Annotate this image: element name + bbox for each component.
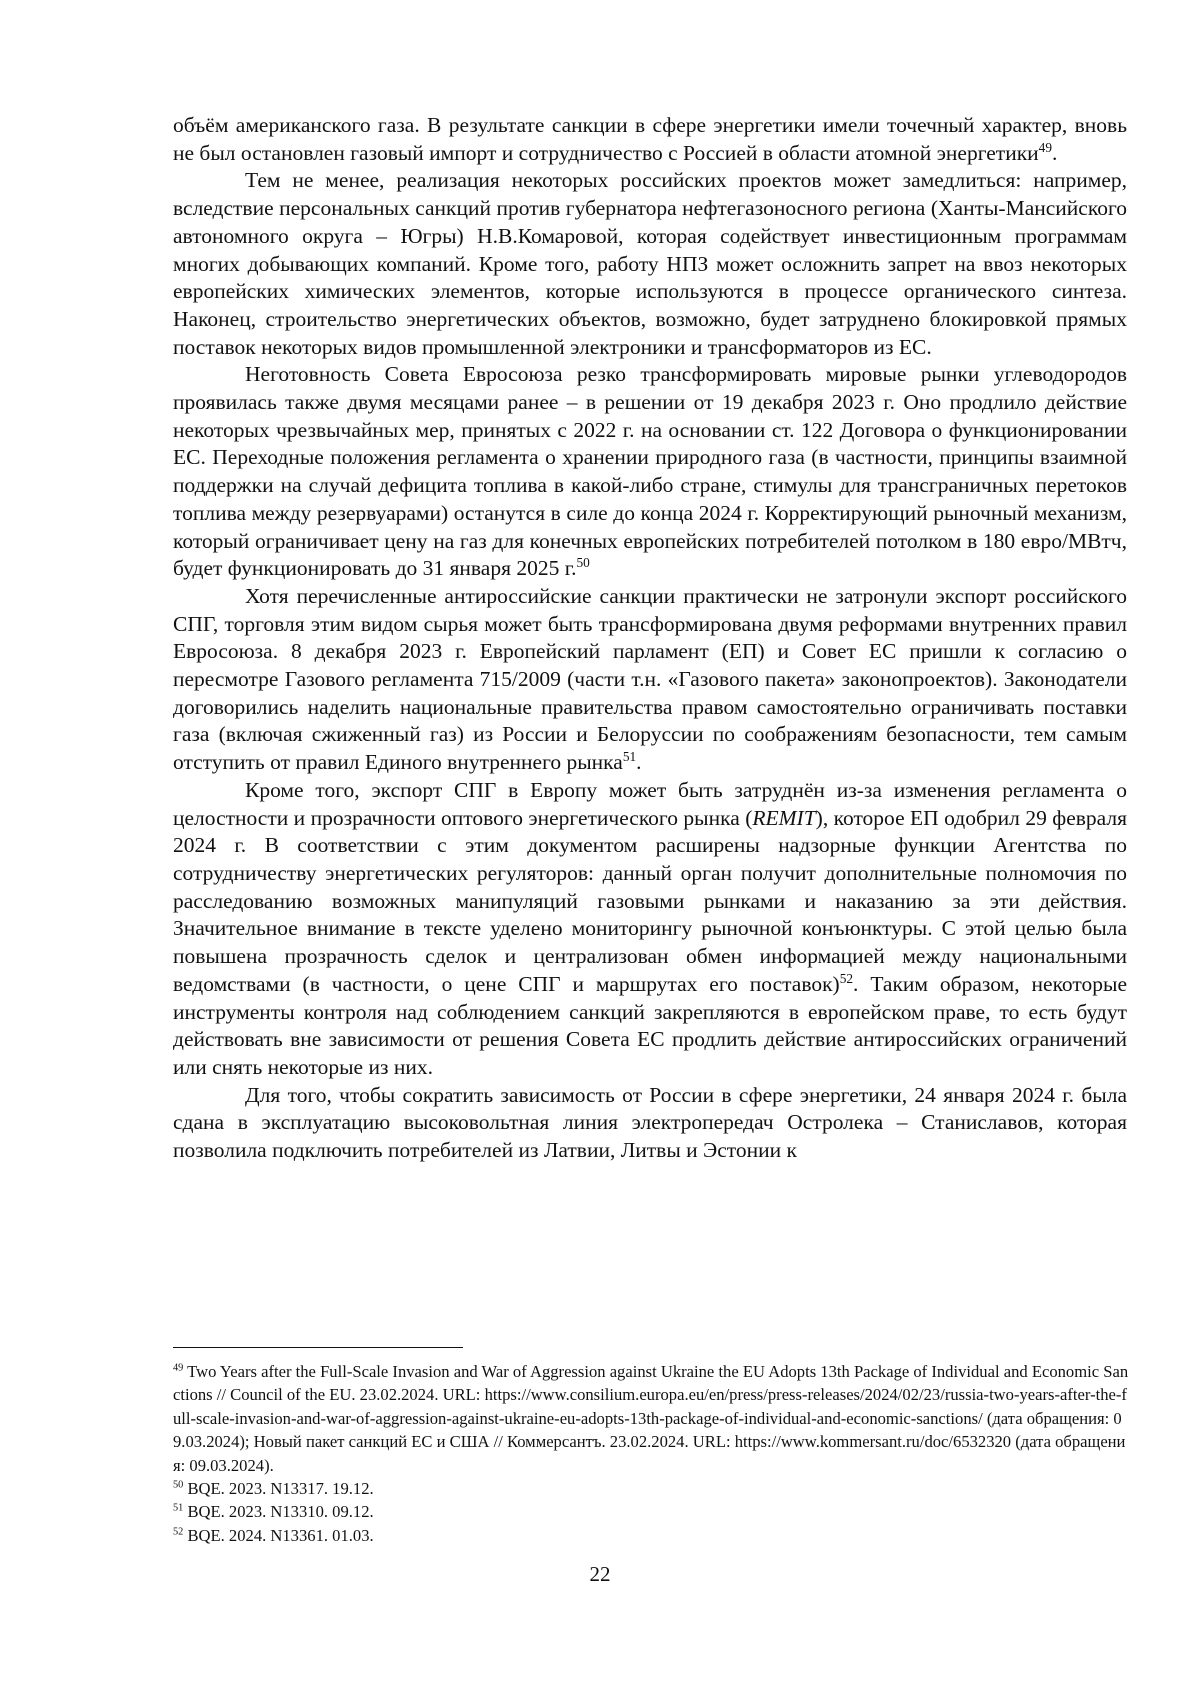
paragraph-2 [173,167,1127,361]
footnote-ref-49[interactable]: 49 [1038,139,1052,155]
footnote-number: 50 [173,1479,184,1491]
footnote-49: $^{49}$ Two Years after the Full-Scale Invasion and War of Aggression against Ukraine the EU Adopts 13th Package of Individual and Economic Sanctions // Council of the EU. 23.02.2024. URL: https://www.consilium.europa.eu/en/press/press-releases/2024/02/23/russia-two-years-after-the-full-scale-invasion-and-war-of-aggression-against-ukraine-eu-adopts-13th-package-of-individual-and-economic-sanctions/ (дата обращения: 09.03.2024); Новый пакет санкций ЕС и США // Коммерсантъ. 23.02.2024. URL: https://www.kommersant.ru/doc/6532320 (дата обращения: 09.03.2024). [173,1362,1129,1475]
footnote-link[interactable]: https://www.kommersant.ru/doc/6532320 [734,1432,1012,1452]
footnotes [173,1360,1133,1547]
footnote-ref-52[interactable]: 52 [839,970,854,986]
paragraph-5: Кроме того, экспорт СПГ в Европу может быть затруднён из-за изменения регламента о целостности и прозрачности оптового энергетического рынка (REMIT), которое ЕП одобрил 29 февраля 2024 г. В соответствии с этим документом расширены надзорные функции Агентства по сотрудничеству энергетических регуляторов: данный орган получит дополнительные полномочия по расследованию возможных манипуляций газовыми рынками и наказанию за эти действия. Значительное внимание в тексте уделено мониторингу рыночной конъюнктуры. С этой целью была повышена прозрачность сделок и централизован обмен информацией между национальными ведомствами (в частности, о цене СПГ и маршрутах его поставок)$^{52}$. Таким образом, некоторые инструменты контроля над соблюдением санкций закрепляются в европейском праве, то есть будут действовать вне зависимости от решения Совета ЕС продлить действие антироссийских ограничений или снять некоторые из них. [173,777,1127,1079]
page-number: 22 [589,1562,611,1586]
paragraph-6 [173,1082,1127,1165]
footnote-number: 49 [173,1362,184,1374]
remit-term: REMIT [752,805,816,830]
footnote-50: $^{50}$ BQE. 2023. N13317. 19.12. [173,1479,374,1499]
paragraph-text: Хотя перечисленные антироссийские санкции практически не затронули экспорт российского СПГ, торговля этим видом сырья может быть трансформирована двумя реформами внутренних правил Евросоюза. 8 декабря 2023 г. Европейский парламент (ЕП) и Совет ЕС пришли к согласию о пересмотре Газового регламента 715/2009 (части т.н. «Газового пакета» законопроектов). Законодатели договорились наделить национальные правительства правом самостоятельно ограничивать поставки газа (включая сжиженный газ) из России и Белоруссии по соображениям безопасности, тем самым отступить от правил Единого внутреннего рынка [173,583,1127,775]
footnote-52: $^{52}$ BQE. 2024. N13361. 01.03. [173,1525,374,1545]
footnote-ref-50[interactable]: 50 [576,555,590,571]
paragraph-text: Тем не менее, реализация некоторых российских проектов может замедлиться: например, вследствие персональных санкций против губернатора нефтегазоносного региона (Ханты-Мансийского автономного округа – Югры) Н.В.Комаровой, которая содействует инвестиционным программам многих добывающих компаний. Кроме того, работу НПЗ может осложнить запрет на ввоз некоторых европейских химических элементов, которые используются в процессе органического синтеза. Наконец, строительство энергетических объектов, возможно, будет затруднено блокировкой прямых поставок некоторых видов промышленной электроники и трансформаторов из ЕС. [173,168,1127,359]
main-text [173,112,1127,1165]
footnote-divider [173,1347,463,1348]
footnote-51: $^{51}$ BQE. 2023. N13310. 09.12. [173,1502,374,1522]
paragraph-text: Для того, чтобы сократить зависимость от России в сфере энергетики, 24 января 2024 г. была сдана в эксплуатацию высоковольтная линия электропередач Остролека – Станиславов, которая позволила подключить потребителей из Латвии, Литвы и Эстонии к [173,1082,1127,1163]
paragraph-text: Неготовность Совета Евросоюза резко трансформировать мировые рынки углеводородов проявилась также двумя месяцами ранее – в решении от 19 декабря 2023 г. Оно продлило действие некоторых чрезвычайных мер, принятых с 2022 г. на основании ст. 122 Договора о функционировании ЕС. Переходные положения регламента о хранении природного газа (в частности, принципы взаимной поддержки на случай дефицита топлива в какой-либо стране, стимулы для трансграничных перетоков топлива между резервуарами) останутся в силе до конца 2024 г. Корректирующий рыночный механизм, который ограничивает цену на газ для конечных европейских потребителей потолком в 180 евро/МВтч, будет функционировать до 31 января 2025 г. [173,362,1127,581]
footnote-number: 51 [173,1502,184,1514]
paragraph-text: Кроме того, экспорт СПГ в Европу может быть затруднён из-за изменения регламента о целостности и прозрачности оптового энергетического рынка ( [173,777,1127,830]
paragraph-3 [173,361,1127,583]
paragraph-4: Хотя перечисленные антироссийские санкции практически не затронули экспорт российского СПГ, торговля этим видом сырья может быть трансформирована двумя реформами внутренних правил Евросоюза. 8 декабря 2023 г. Европейский парламент (ЕП) и Совет ЕС пришли к согласию о пересмотре Газового регламента 715/2009 (части т.н. «Газового пакета» законопроектов). Законодатели договорились наделить национальные правительства правом самостоятельно ограничивать поставки газа (включая сжиженный газ) из России и Белоруссии по соображениям безопасности, тем самым отступить от правил Единого внутреннего рынка$^{51}$. [173,583,1127,775]
footnote-ref-51[interactable]: 51 [622,749,637,765]
footnote-number: 52 [173,1526,184,1538]
paragraph-text: объём американского газа. В результате санкции в сфере энергетики имели точечный характер, вновь не был остановлен газовый импорт и сотрудничество с Россией в области атомной энергетики [173,113,1127,165]
paragraph-1: объём американского газа. В результате санкции в сфере энергетики имели точечный характер, вновь не был остановлен газовый импорт и сотрудничество с Россией в области атомной энергетики$^{49}$. [173,113,1127,165]
footnote-link[interactable]: https://www.consilium.europa.eu/en/press/press-releases/2024/02/23/russia-two-years-after-the-full-scale-invasion-and-war-of-aggression-against-ukraine-eu-adopts-13th-package-of-individual-and-economic-sanctions/ [173,1385,1127,1428]
